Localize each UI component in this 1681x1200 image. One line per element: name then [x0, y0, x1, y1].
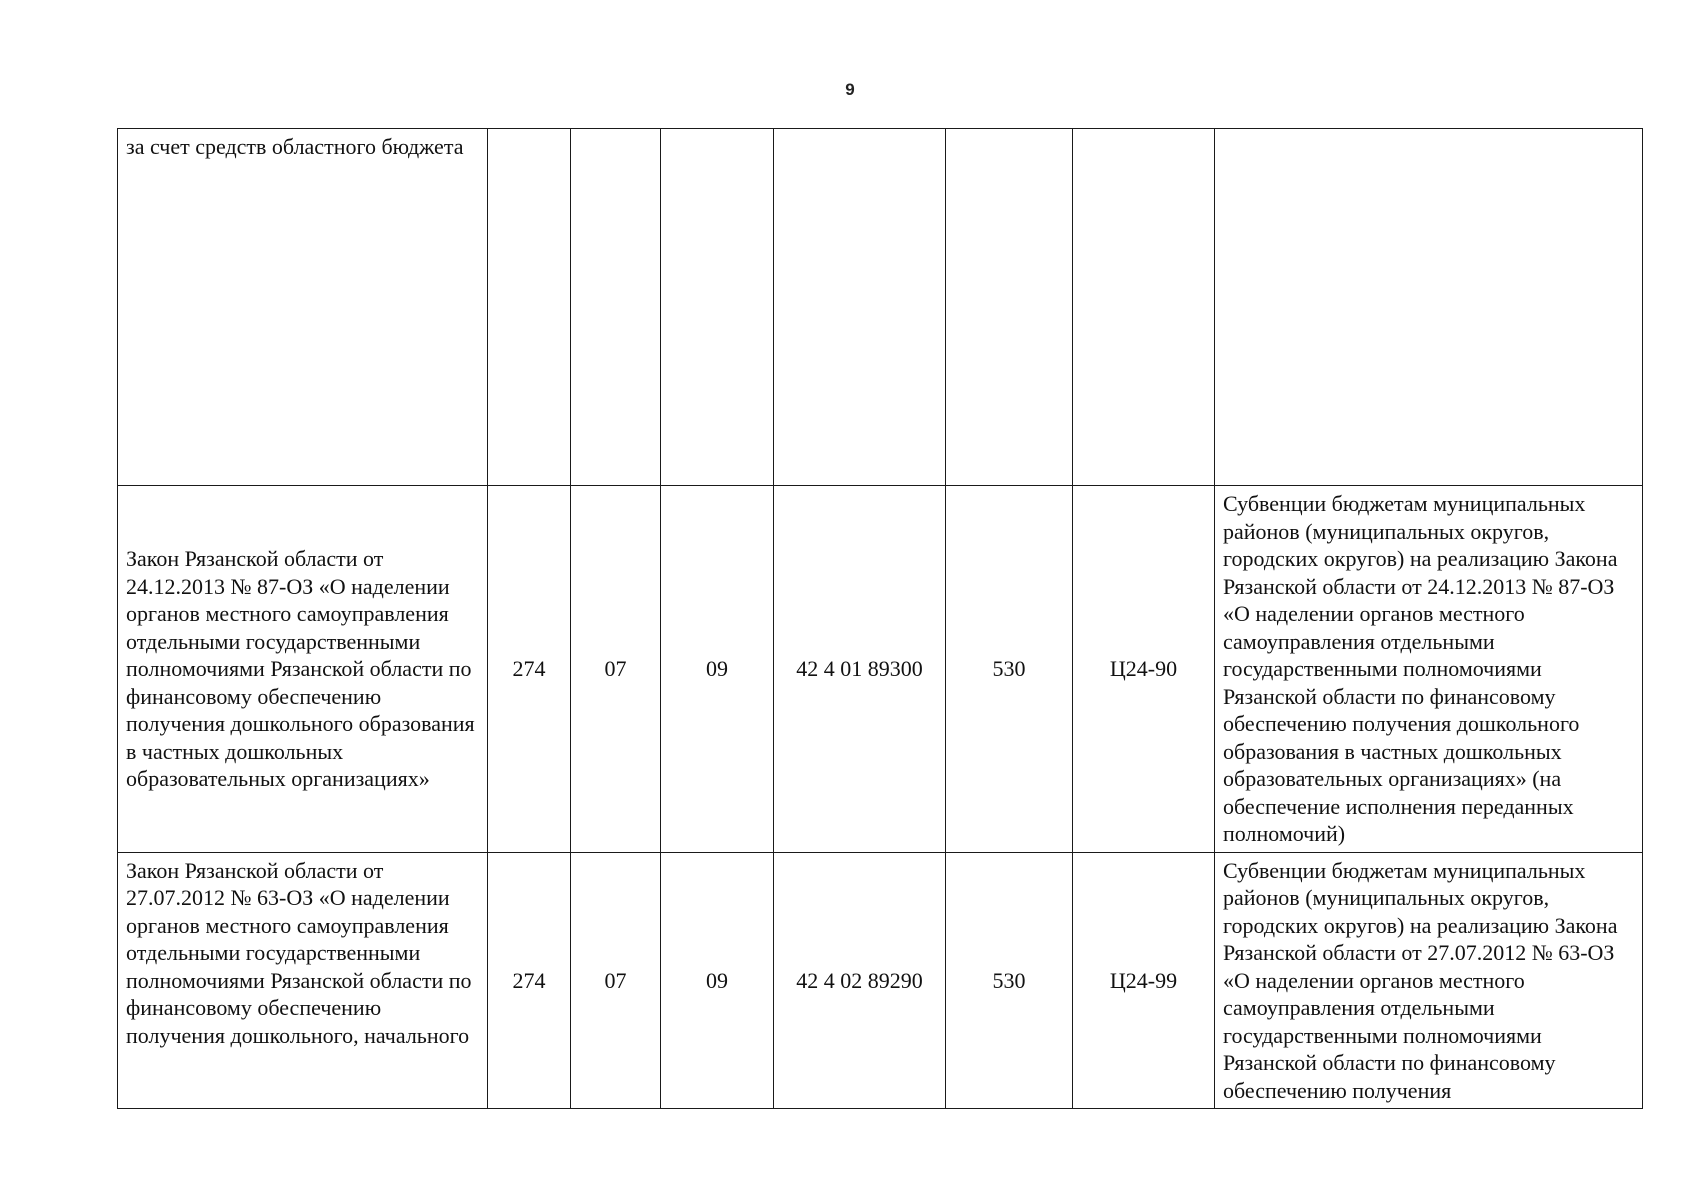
purpose-code: Ц24-90	[1073, 486, 1215, 853]
section-code	[571, 129, 661, 486]
expense-type-code: 530	[946, 852, 1073, 1109]
section-code: 07	[571, 486, 661, 853]
chapter-code	[488, 129, 571, 486]
table-row	[118, 486, 1643, 853]
target-article-code: 42 4 01 89300	[774, 486, 946, 853]
subsection-code: 09	[661, 852, 774, 1109]
expense-type-code: 530	[946, 486, 1073, 853]
expense-type-code	[946, 129, 1073, 486]
section-code: 07	[571, 852, 661, 1109]
row-note	[1215, 129, 1643, 486]
page-number: 9	[845, 80, 855, 99]
subsection-code	[661, 129, 774, 486]
chapter-code: 274	[488, 852, 571, 1109]
target-article-code	[774, 129, 946, 486]
table-row	[118, 852, 1643, 1109]
target-article-code: 42 4 02 89290	[774, 852, 946, 1109]
purpose-code	[1073, 129, 1215, 486]
budget-table	[117, 128, 1643, 1109]
chapter-code: 274	[488, 486, 571, 853]
subsection-code: 09	[661, 486, 774, 853]
table-row	[118, 129, 1643, 486]
row-description: за счет средств областного бюджета	[118, 129, 488, 486]
row-description: Закон Рязанской области от 27.07.2012 № 63-ОЗ «О наделении органов местного самоуправления отдельными государственными полномочиями Рязанской области по финансовому обеспечению получения дошкольного, начального	[118, 852, 488, 1109]
row-note: Субвенции бюджетам муниципальных районов (муниципальных округов, городских округов) на реализацию Закона Рязанской области от 24.12.2013 № 87-ОЗ «О наделении органов местного самоуправления отдельными государственными полномочиями Рязанской области по финансовому обеспечению получения дошкольного образования в частных дошкольных образовательных организациях» (на обеспечение исполнения переданных полномочий)	[1215, 486, 1643, 853]
row-description: Закон Рязанской области от 24.12.2013 № 87-ОЗ «О наделении органов местного самоуправления отдельными государственными полномочиями Рязанской области по финансовому обеспечению получения дошкольного образования в частных дошкольных образовательных организациях»	[118, 486, 488, 853]
purpose-code: Ц24-99	[1073, 852, 1215, 1109]
row-note: Субвенции бюджетам муниципальных районов (муниципальных округов, городских округов) на реализацию Закона Рязанской области от 27.07.2012 № 63-ОЗ «О наделении органов местного самоуправления отдельными государственными полномочиями Рязанской области по финансовому обеспечению получения	[1215, 852, 1643, 1109]
